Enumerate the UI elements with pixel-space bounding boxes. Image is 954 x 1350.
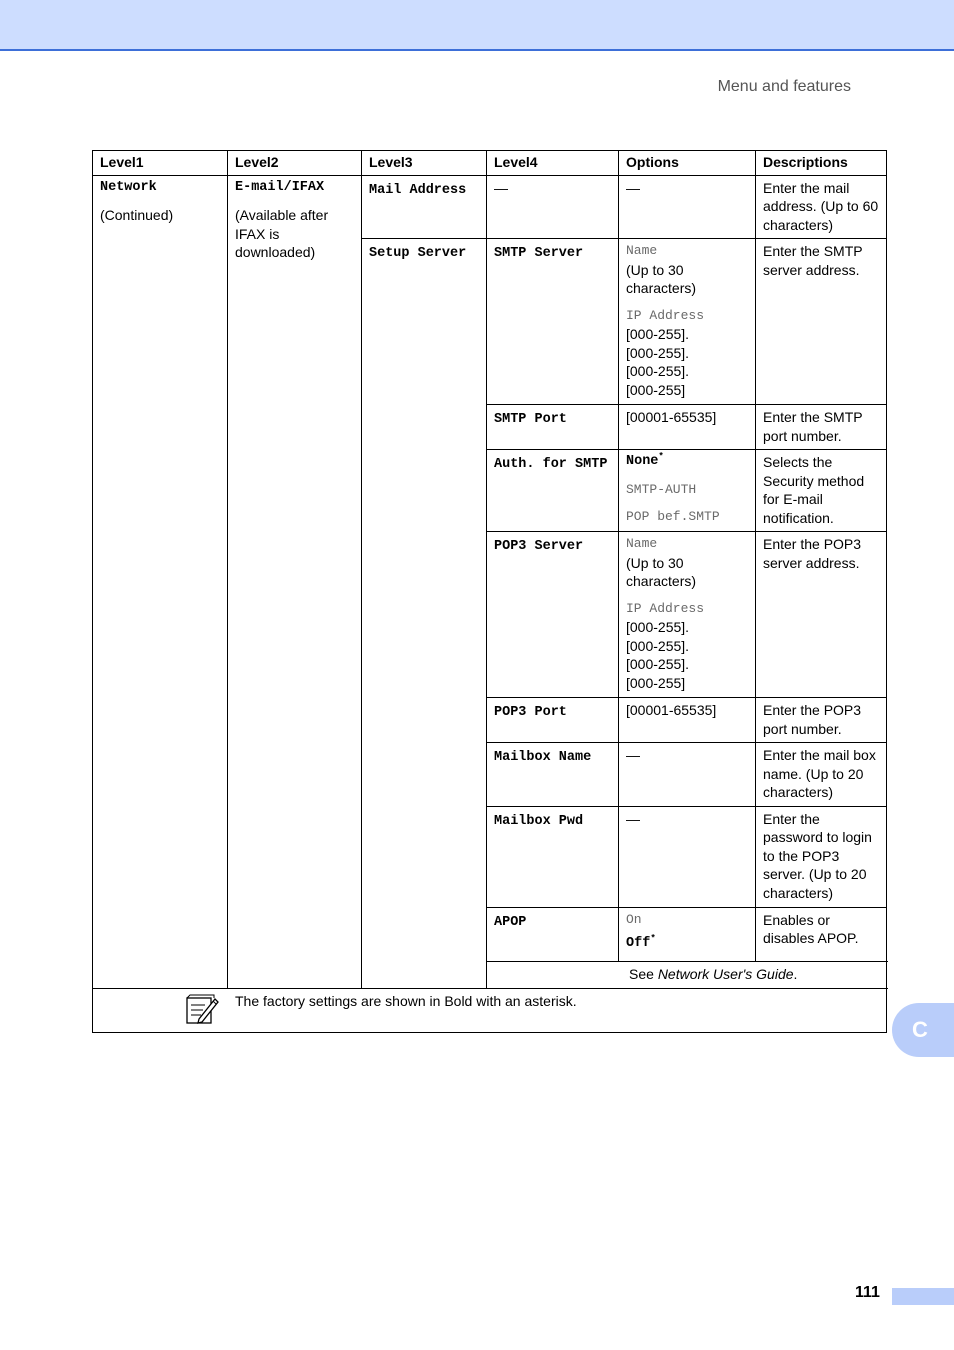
level4-mailbox-name: Mailbox Name bbox=[487, 743, 619, 807]
desc-mail-address: Enter the mail address. (Up to 60 characters) bbox=[756, 175, 887, 239]
table-header-row bbox=[93, 151, 887, 176]
option-auth-smtp: None* SMTP-AUTH POP bef.SMTP bbox=[619, 450, 756, 532]
col-header-level1: Level1 bbox=[93, 151, 228, 176]
guide-title: Network User's Guide bbox=[657, 965, 794, 982]
level4-smtp-port: SMTP Port bbox=[487, 405, 619, 450]
col-header-options: Options bbox=[619, 151, 756, 176]
level1-note: (Continued) bbox=[100, 207, 174, 223]
option-pop3-server: Name (Up to 30 characters) IP Address [000-255]. [000-255]. [000-255]. [000-255] bbox=[619, 532, 756, 698]
desc-smtp-server: Enter the SMTP server address. bbox=[756, 239, 887, 405]
level2-name: E-mail/IFAX bbox=[235, 179, 325, 195]
memo-pencil-icon bbox=[185, 993, 219, 1025]
level4-mail-address: — bbox=[487, 175, 619, 239]
col-header-level2: Level2 bbox=[228, 151, 362, 176]
option-apop: On Off* bbox=[619, 907, 756, 961]
level4-auth-smtp: Auth. for SMTP bbox=[487, 450, 619, 532]
level2-cell bbox=[228, 175, 362, 988]
desc-mailbox-name: Enter the mail box name. (Up to 20 characters) bbox=[756, 743, 887, 807]
col-header-level3: Level3 bbox=[362, 151, 487, 176]
level1-name: Network bbox=[100, 179, 157, 195]
see-guide-cell: See Network User's Guide. bbox=[487, 961, 887, 988]
level3-setup-server: Setup Server bbox=[362, 239, 487, 989]
desc-smtp-port: Enter the SMTP port number. bbox=[756, 405, 887, 450]
desc-apop: Enables or disables APOP. bbox=[756, 907, 887, 961]
option-mailbox-name: — bbox=[619, 743, 756, 807]
page-number-bar bbox=[892, 1288, 954, 1305]
level3-mail-address: Mail Address bbox=[362, 175, 487, 239]
desc-pop3-server: Enter the POP3 server address. bbox=[756, 532, 887, 698]
level4-smtp-server: SMTP Server bbox=[487, 239, 619, 405]
desc-mailbox-pwd: Enter the password to login to the POP3 server. (Up to 20 characters) bbox=[756, 806, 887, 907]
option-smtp-server: Name (Up to 30 characters) IP Address [000-255]. [000-255]. [000-255]. [000-255] bbox=[619, 239, 756, 405]
option-smtp-port: [00001-65535] bbox=[619, 405, 756, 450]
desc-pop3-port: Enter the POP3 port number. bbox=[756, 698, 887, 743]
table-row bbox=[93, 175, 887, 239]
option-mailbox-pwd: — bbox=[619, 806, 756, 907]
level4-apop: APOP bbox=[487, 907, 619, 961]
option-mail-address: — bbox=[619, 175, 756, 239]
col-header-level4: Level4 bbox=[487, 151, 619, 176]
menu-table bbox=[92, 150, 887, 1033]
running-title: Menu and features bbox=[717, 78, 851, 95]
level1-cell bbox=[93, 175, 228, 988]
note-text: The factory settings are shown in Bold with an asterisk. bbox=[235, 992, 577, 1009]
desc-auth-smtp: Selects the Security method for E-mail notification. bbox=[756, 450, 887, 532]
level4-mailbox-pwd: Mailbox Pwd bbox=[487, 806, 619, 907]
chapter-tab: C bbox=[892, 1003, 954, 1057]
col-header-descriptions: Descriptions bbox=[756, 151, 887, 176]
level2-note: (Available after IFAX is downloaded) bbox=[235, 207, 329, 260]
top-header-band bbox=[0, 0, 954, 51]
option-pop3-port: [00001-65535] bbox=[619, 698, 756, 743]
page-number: 111 bbox=[855, 1284, 880, 1301]
level4-pop3-server: POP3 Server bbox=[487, 532, 619, 698]
level4-pop3-port: POP3 Port bbox=[487, 698, 619, 743]
